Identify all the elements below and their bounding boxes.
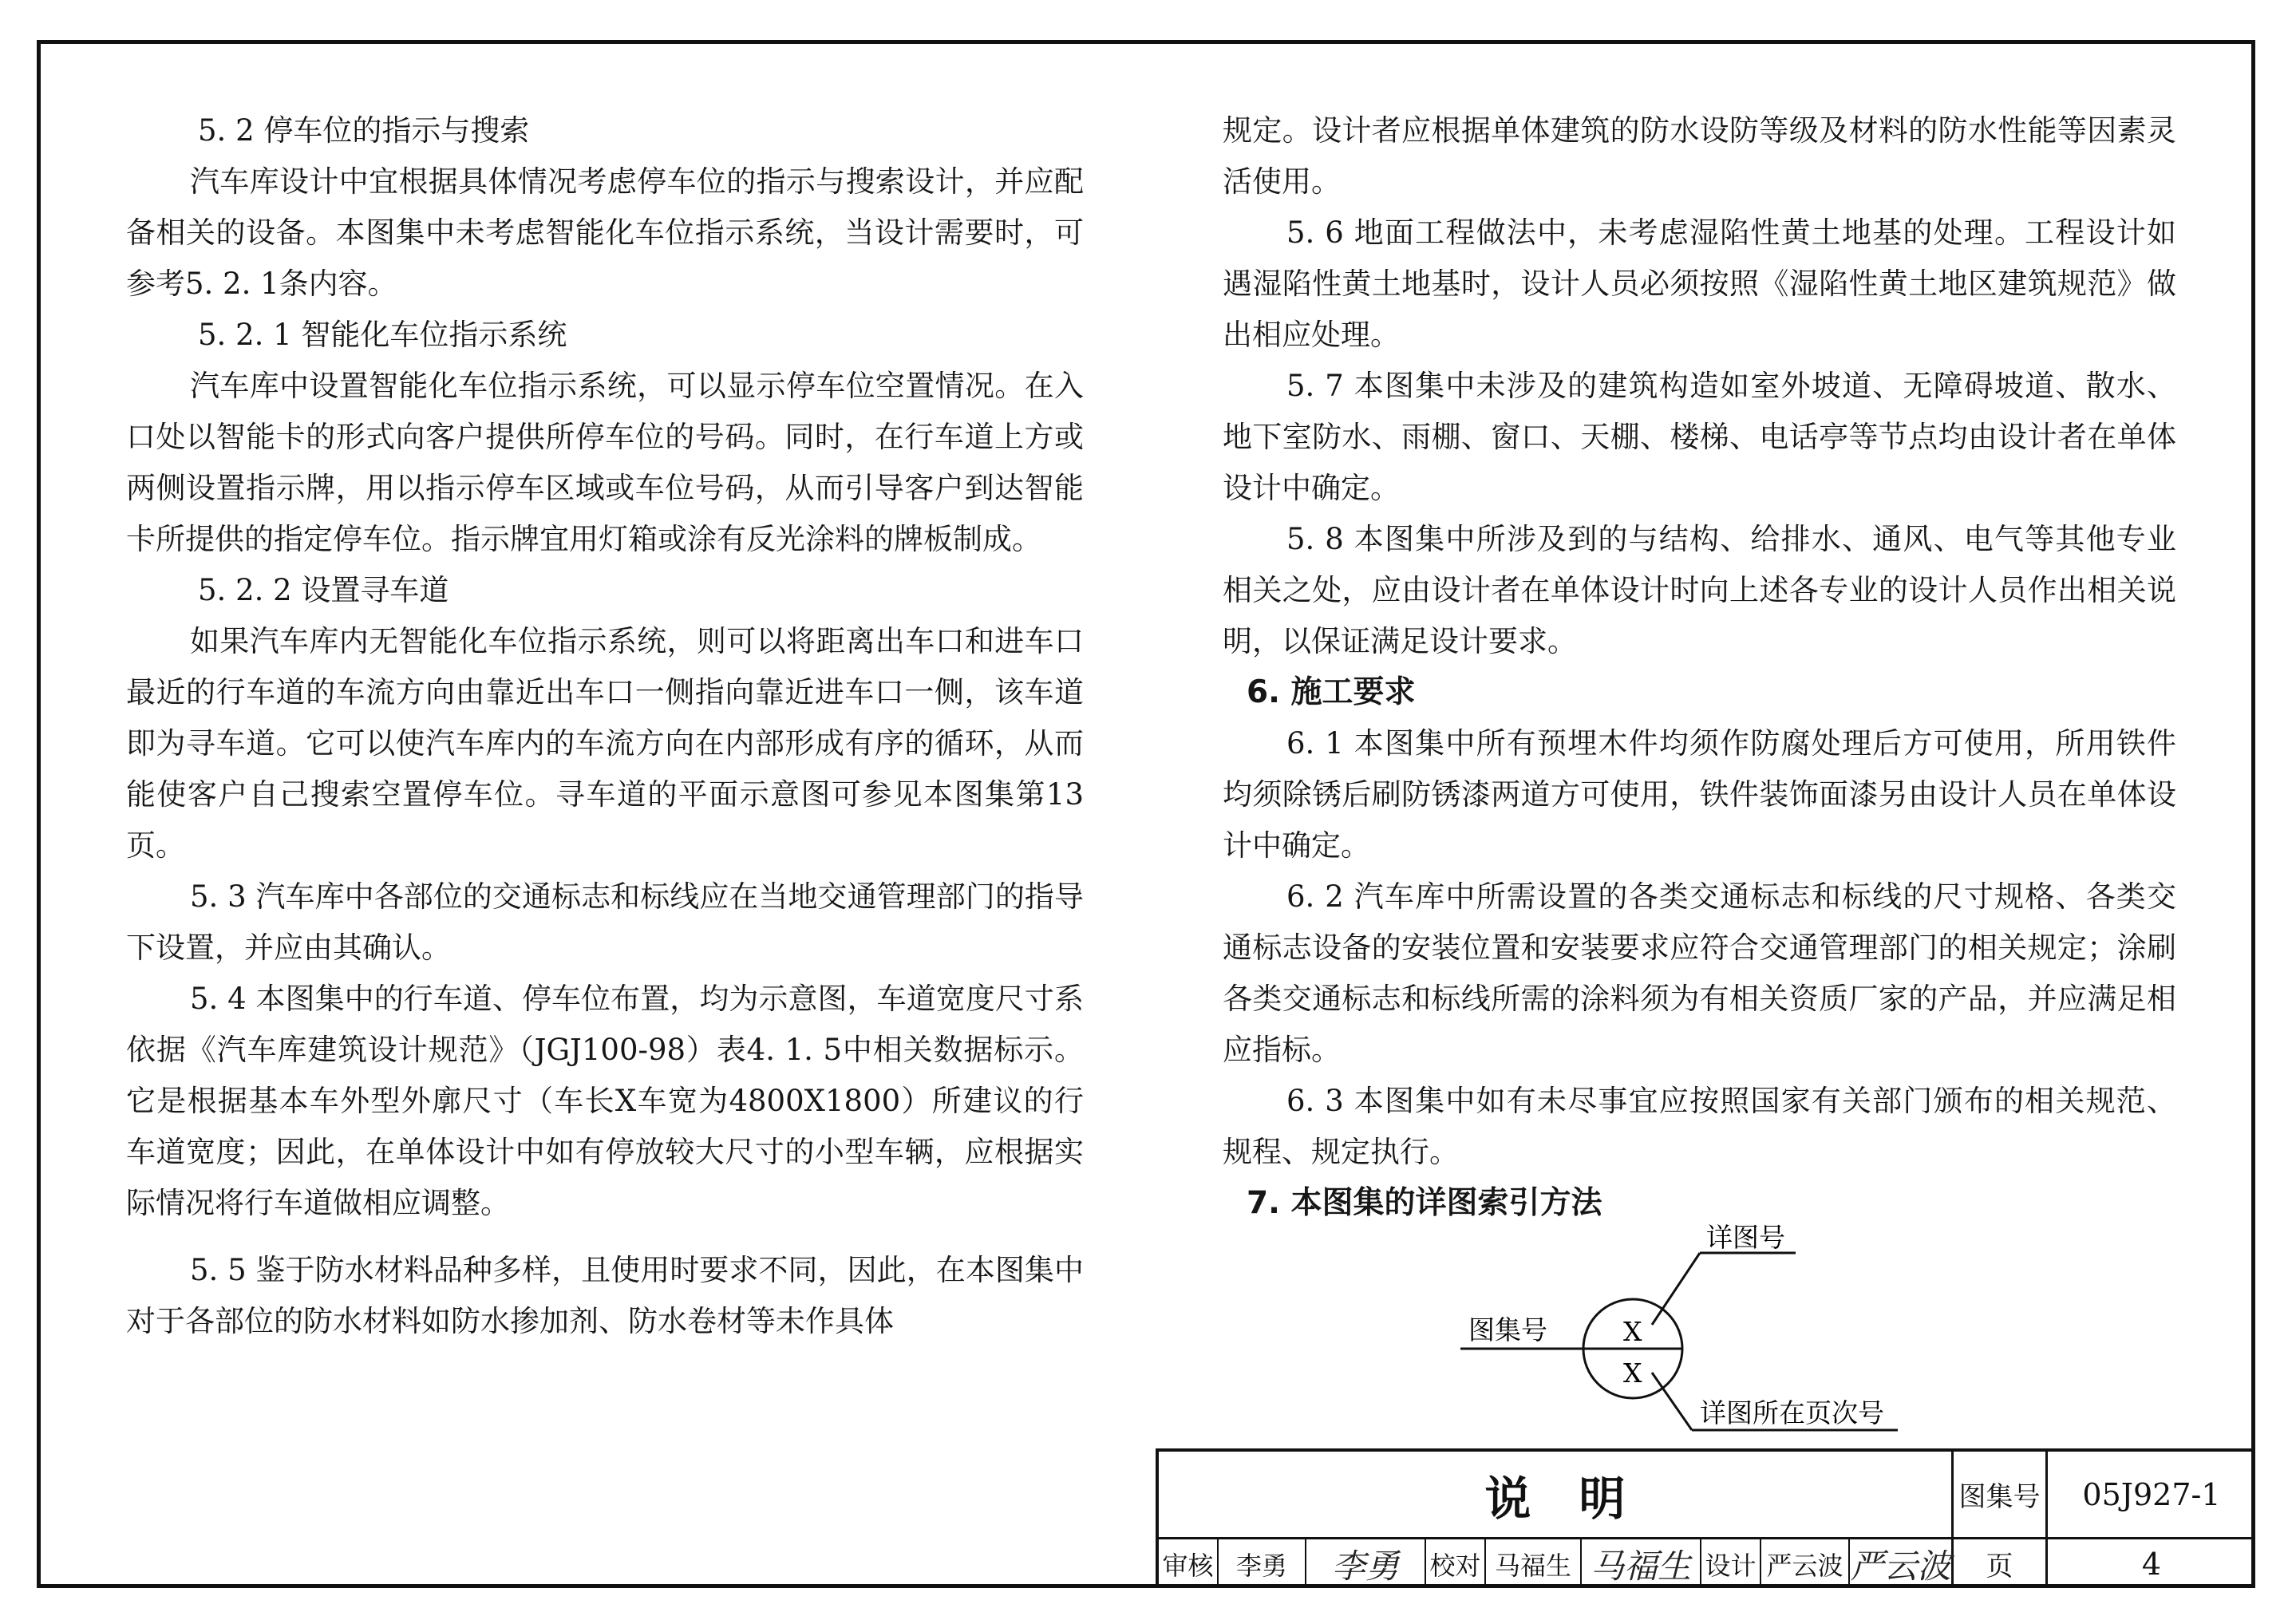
section-5-5-paragraph: 5. 5 鉴于防水材料品种多样，且使用时要求不同，因此，在本图集中对于各部位的防水材料如防水掺加剂、防水卷材等未作具体: [126, 1253, 1084, 1338]
section-6-2-paragraph: 6. 2 汽车库中所需设置的各类交通标志和标线的尺寸规格、各类交通标志设备的安装位置和安装要求应符合交通管理部门的相关规定；涂刷各类交通标志和标线所需的涂料须为有相关资质厂家的产品，并应满足相应指标。: [1223, 879, 2176, 1067]
atlas-number-label: 图集号: [1468, 1314, 1547, 1345]
signature-row: [1159, 1539, 1954, 1588]
section-5-7-paragraph: 5. 7 本图集中未涉及的建筑构造如室外坡道、无障碍坡道、散水、地下室防水、雨棚、窗口、天棚、楼梯、电话亭等节点均由设计者在单体设计中确定。: [1223, 369, 2176, 505]
section-7-heading: 7. 本图集的详图索引方法: [1247, 1185, 1602, 1221]
section-5-8-paragraph: 5. 8 本图集中所涉及到的与结构、给排水、通风、电气等其他专业相关之处，应由设计者在单体设计时向上述各专业的设计人员作出相关说明，以保证满足设计要求。: [1223, 522, 2176, 658]
detail-index-diagram: [1436, 1221, 1915, 1444]
paragraph-continuation: 规定。设计者应根据单体建筑的防水设防等级及材料的防水性能等因素灵活使用。: [1223, 113, 2176, 199]
detail-mark: X: [1623, 1316, 1642, 1347]
designer-name: 严云波: [1761, 1539, 1850, 1588]
page-mark: X: [1623, 1357, 1642, 1389]
atlas-number-value: 05J927-1: [2048, 1452, 2255, 1539]
section-5-2-heading: 5. 2 停车位的指示与搜索: [198, 113, 530, 148]
title-block: [1156, 1448, 2255, 1588]
section-5-4-paragraph: 5. 4 本图集中的行车道、停车位布置，均为示意图，车道宽度尺寸系依据《汽车库建筑设计规范》（JGJ100-98）表4. 1. 5中相关数据标示。它是根据基本车外型外廓尺寸（车长X车宽为4800X1800）所建议的行车道宽度；因此，在单体设计中如有停放较大尺寸的小型车辆，应根据实际情况将行车道做相应调整。: [126, 982, 1084, 1220]
checker-signature: 马福生: [1582, 1539, 1701, 1588]
section-5-2-1-heading: 5. 2. 1 智能化车位指示系统: [198, 318, 567, 352]
review-label: 审核: [1159, 1539, 1219, 1588]
checker-name: 马福生: [1486, 1539, 1582, 1588]
paragraph: 汽车库设计中宜根据具体情况考虑停车位的指示与搜索设计，并应配备相关的设备。本图集中未考虑智能化车位指示系统，当设计需要时，可参考5. 2. 1条内容。: [126, 164, 1084, 301]
right-text-column: [1223, 105, 2176, 1229]
drawing-title: 说明: [1159, 1452, 1954, 1539]
check-label: 校对: [1426, 1539, 1486, 1588]
reviewer-name: 李勇: [1219, 1539, 1306, 1588]
paragraph: 如果汽车库内无智能化车位指示系统，则可以将距离出车口和进车口最近的行车道的车流方向由靠近出车口一侧指向靠近进车口一侧，该车道即为寻车道。它可以使汽车库内的车流方向在内部形成有序的循环，从而能使客户自己搜索空置停车位。寻车道的平面示意图可参见本图集第13页。: [126, 624, 1084, 863]
design-label: 设计: [1701, 1539, 1761, 1588]
page-label: 页: [1954, 1539, 2048, 1588]
section-5-2-2-heading: 5. 2. 2 设置寻车道: [198, 573, 449, 607]
section-6-3-paragraph: 6. 3 本图集中如有未尽事宜应按照国家有关部门颁布的相关规范、规程、规定执行。: [1223, 1084, 2176, 1169]
detail-page-label: 详图所在页次号: [1700, 1397, 1884, 1428]
page-leader: [1652, 1373, 1692, 1430]
section-6-heading: 6. 施工要求: [1247, 674, 1416, 710]
designer-signature: 严云波: [1850, 1546, 1951, 1586]
page-number: 4: [2141, 1546, 2162, 1582]
left-text-column: [126, 105, 1084, 1347]
section-5-6-paragraph: 5. 6 地面工程做法中，未考虑湿陷性黄土地基的处理。工程设计如遇湿陷性黄土地基时，设计人员必须按照《湿陷性黄土地区建筑规范》做出相应处理。: [1223, 215, 2176, 352]
reviewer-signature: 李勇: [1306, 1539, 1426, 1588]
atlas-number-label: 图集号: [1954, 1452, 2048, 1539]
detail-number-label: 详图号: [1706, 1222, 1785, 1253]
section-5-3-paragraph: 5. 3 汽车库中各部位的交通标志和标线应在当地交通管理部门的指导下设置，并应由其确认。: [126, 879, 1084, 965]
section-6-1-paragraph: 6. 1 本图集中所有预埋木件均须作防腐处理后方可使用，所用铁件均须除锈后刷防锈漆两道方可使用，铁件装饰面漆另由设计人员在单体设计中确定。: [1223, 726, 2176, 863]
paragraph: 汽车库中设置智能化车位指示系统，可以显示停车位空置情况。在入口处以智能卡的形式向客户提供所停车位的号码。同时，在行车道上方或两侧设置指示牌，用以指示停车区域或车位号码，从而引导客户到达智能卡所提供的指定停车位。指示牌宜用灯箱或涂有反光涂料的牌板制成。: [126, 369, 1084, 556]
detail-leader: [1652, 1253, 1700, 1325]
